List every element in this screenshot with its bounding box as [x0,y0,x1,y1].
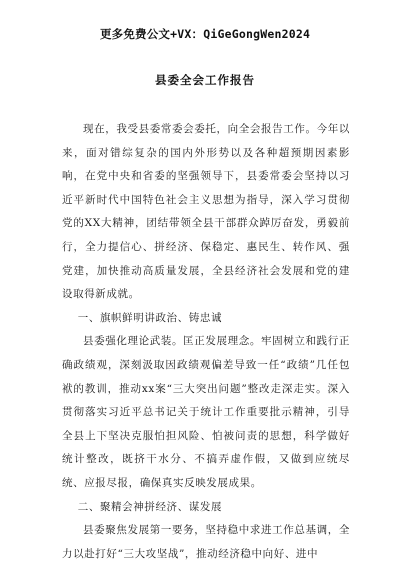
section-heading-2: 二、聚精会神拼经济、谋发展 [77,500,223,513]
section-1-paragraph: 县委强化理论武装。匡正发展理念。牢固树立和践行正确政绩观，深刻汲取因政绩观偏差导致一任“政绩”几任包袱的教训，推动xx案“三大突出问题”整改走深走实。深入贯彻落实习近平总书记关于统计工作重要批示精神，引导全县上下坚决克服怕担风险、怕被问责的思想，科学做好统计整改，既挤干水分、不搞弄虚作假，又做到应统尽统、应报尽报，确保真实反映发展成果。 [62,335,350,489]
document-body [62,118,350,566]
section-2-paragraph: 县委聚焦发展第一要务，坚持稳中求进工作总基调，全力以赴打好“三大攻坚战”，推动经济稳中向好、进中 [62,524,350,560]
promo-banner: 更多免费公文+VX：QiGeGongWen2024 [99,27,311,41]
document-title: 县委全会工作报告 [155,73,255,87]
intro-paragraph: 现在，我受县委常委会委托，向全会报告工作。今年以来，面对错综复杂的国内外形势以及各种超预期因素影响，在党中央和省委的坚强领导下，县委常委会坚持以习近平新时代中国特色社会主义思想为指导，深入学习贯彻党的XX大精神，团结带领全县干部群众踔厉奋发，勇毅前行，全力提信心、拼经济、保稳定、惠民生、转作风、强党建，加快推动高质量发展，全县经济社会发展和党的建设取得新成就。 [62,123,350,301]
section-heading-1: 一、旗帜鲜明讲政治、铸忠诚 [77,311,223,324]
